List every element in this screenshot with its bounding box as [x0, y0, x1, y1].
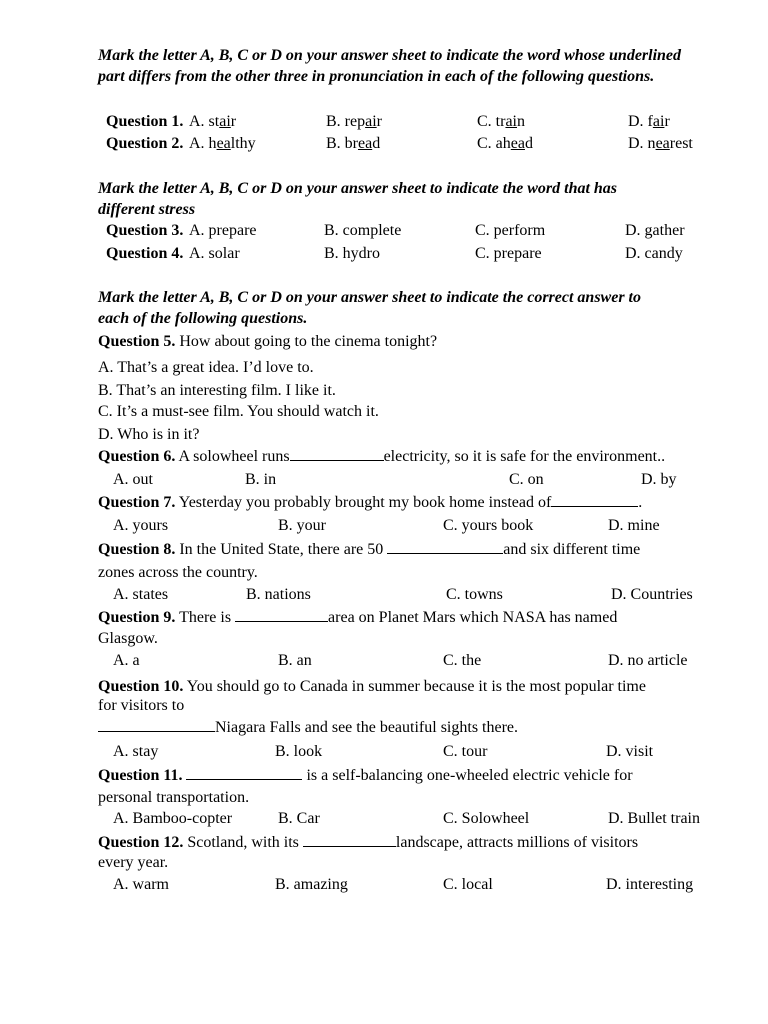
question-6 [98, 446, 665, 468]
option-text: rest [669, 135, 693, 152]
answer-blank [387, 539, 503, 554]
question-label: Question 7. [98, 494, 176, 511]
question-label: Question 2. [106, 135, 184, 152]
option-a[interactable]: A. solar [189, 245, 240, 262]
question-label: Question 8. [98, 541, 176, 558]
options-8 [113, 584, 713, 606]
question-text: for visitors to [98, 697, 185, 714]
question-label: Question 4. [106, 245, 184, 262]
option-d[interactable]: D. visit [606, 743, 654, 760]
question-text-line3 [98, 717, 518, 739]
question-text: zones across the country. [98, 564, 258, 581]
option-d[interactable] [628, 133, 693, 155]
question-text: In the United State, there are 50 [179, 541, 388, 558]
question-label: Question 3. [106, 222, 184, 239]
option-text: r [664, 113, 670, 130]
option-b[interactable]: B. hydro [324, 245, 380, 262]
options-6 [113, 469, 713, 491]
question-12 [98, 832, 638, 854]
option-b[interactable]: B. Car [278, 810, 320, 827]
question-label: Question 11. [98, 767, 183, 784]
option-d[interactable] [628, 111, 670, 133]
question-text: personal transportation. [98, 789, 250, 806]
option-c[interactable]: C. on [509, 471, 544, 488]
option-a[interactable]: A. stay [113, 743, 159, 760]
option-a[interactable] [189, 111, 236, 133]
option-b[interactable] [326, 133, 380, 155]
question-text: every year. [98, 854, 169, 871]
option-c[interactable] [477, 133, 533, 155]
option-a[interactable] [189, 133, 256, 155]
option-d[interactable]: D. Bullet train [608, 810, 700, 827]
question-4 [106, 243, 746, 265]
option-text: n [517, 113, 525, 130]
section1-instruction: Mark the letter A, B, C or D on your answer sheet to indicate the word whose underlined part differs from the other three in pronunciation in each of the following questions. [98, 47, 682, 85]
question-11 [98, 765, 633, 787]
question-text: Glasgow. [98, 630, 158, 647]
question-5 [98, 331, 437, 353]
option-text: r [230, 113, 237, 130]
option-a[interactable]: A. Bamboo-copter [113, 810, 233, 827]
option-a[interactable]: A. prepare [189, 222, 257, 239]
question-text: A solowheel runs [178, 448, 290, 465]
question-text: Scotland, with its [187, 834, 303, 851]
question-text: and six different time [503, 541, 641, 558]
option-d[interactable]: D. by [641, 471, 677, 488]
question-text: Niagara Falls and see the beautiful sights there. [215, 719, 519, 736]
answer-blank [290, 446, 384, 461]
option-text: A. h [189, 135, 217, 152]
answer-blank [235, 607, 328, 622]
question-label: Question 1. [106, 113, 184, 130]
answer-blank [551, 492, 638, 507]
answer-blank [303, 832, 396, 847]
option-c[interactable]: C. tour [443, 743, 488, 760]
question-text: landscape, attracts millions of visitors [395, 834, 639, 851]
option-d[interactable]: D. gather [625, 222, 685, 239]
options-12 [113, 874, 713, 896]
underlined-part: ea [510, 135, 525, 152]
question-7 [98, 492, 642, 514]
option-a[interactable]: A. a [113, 652, 140, 669]
option-c[interactable]: C. the [443, 652, 482, 669]
option-c[interactable]: C. yours book [443, 517, 534, 534]
underlined-part: ai [365, 113, 377, 130]
question-text: electricity, so it is safe for the environment.. [383, 448, 666, 465]
underlined-part: ea [358, 135, 373, 152]
option-d[interactable]: D. Countries [611, 586, 693, 603]
option-text: C. tr [477, 113, 506, 130]
option-b[interactable]: B. That’s an interesting film. I like it. [98, 382, 336, 399]
question-3 [106, 220, 746, 242]
option-d[interactable]: D. Who is in it? [98, 426, 200, 443]
question-text: area on Planet Mars which NASA has named [328, 609, 618, 626]
option-a[interactable]: A. out [113, 471, 153, 488]
question-text: You should go to Canada in summer because it is the most popular time [186, 678, 646, 695]
option-c[interactable]: C. local [443, 876, 493, 893]
option-c[interactable]: C. perform [475, 222, 546, 239]
underlined-part: ai [219, 113, 231, 130]
question-text: . [638, 494, 643, 511]
underlined-part: ai [652, 113, 665, 130]
options-7 [113, 515, 713, 537]
option-c[interactable]: C. Solowheel [443, 810, 530, 827]
option-text: D. n [628, 135, 656, 152]
option-b[interactable]: B. complete [324, 222, 402, 239]
options-11 [113, 808, 713, 830]
question-text: How about going to the cinema tonight? [179, 333, 438, 350]
option-text: d [524, 135, 533, 152]
option-text: C. ah [477, 135, 511, 152]
question-label: Question 10. [98, 678, 184, 695]
option-a[interactable]: A. That’s a great idea. I’d love to. [98, 359, 314, 376]
option-a[interactable]: A. yours [113, 517, 169, 534]
question-9 [98, 607, 617, 629]
option-d[interactable]: D. candy [625, 245, 683, 262]
option-d[interactable]: D. interesting [606, 876, 694, 893]
question-2 [106, 133, 746, 155]
question-label: Question 6. [98, 448, 176, 465]
question-label: Question 12. [98, 834, 184, 851]
option-b[interactable]: B. amazing [275, 876, 348, 893]
question-1 [106, 111, 746, 133]
option-c[interactable] [477, 111, 525, 133]
option-c[interactable]: C. prepare [475, 245, 542, 262]
section2-instruction: Mark the letter A, B, C or D on your answer sheet to indicate the word that has different stress [98, 180, 618, 218]
option-text: A. st [189, 113, 220, 130]
option-text: r [376, 113, 382, 130]
option-b[interactable]: B. nations [246, 586, 311, 603]
answer-blank [98, 717, 215, 732]
underlined-part: ai [505, 113, 517, 130]
question-text: There is [179, 609, 236, 626]
question-text: is a self-balancing one-wheeled electric vehicle for [302, 767, 633, 784]
option-b[interactable]: B. your [278, 517, 326, 534]
option-d[interactable]: D. no article [608, 652, 688, 669]
option-b[interactable] [326, 111, 382, 133]
question-label: Question 9. [98, 609, 176, 626]
underlined-part: ea [216, 135, 231, 152]
option-text: d [372, 135, 381, 152]
option-a[interactable]: A. states [113, 586, 169, 603]
option-c[interactable]: C. towns [446, 586, 503, 603]
option-text: B. br [326, 135, 358, 152]
option-b[interactable]: B. look [275, 743, 323, 760]
options-9 [113, 650, 713, 672]
question-8 [98, 539, 640, 561]
option-d[interactable]: D. mine [608, 517, 660, 534]
question-text: Yesterday you probably brought my book home instead of [178, 494, 552, 511]
option-text: lthy [230, 135, 256, 152]
section3-instruction: Mark the letter A, B, C or D on your answer sheet to indicate the correct answer to each of the following questions. [98, 289, 641, 327]
option-text: D. f [628, 113, 653, 130]
question-label: Question 5. [98, 333, 176, 350]
option-c[interactable]: C. It’s a must-see film. You should watch it. [98, 403, 379, 420]
option-a[interactable]: A. warm [113, 876, 169, 893]
options-10 [113, 741, 713, 763]
option-b[interactable]: B. in [245, 471, 277, 488]
option-b[interactable]: B. an [278, 652, 312, 669]
answer-blank [186, 765, 302, 780]
underlined-part: ea [655, 135, 670, 152]
option-text: B. rep [326, 113, 366, 130]
